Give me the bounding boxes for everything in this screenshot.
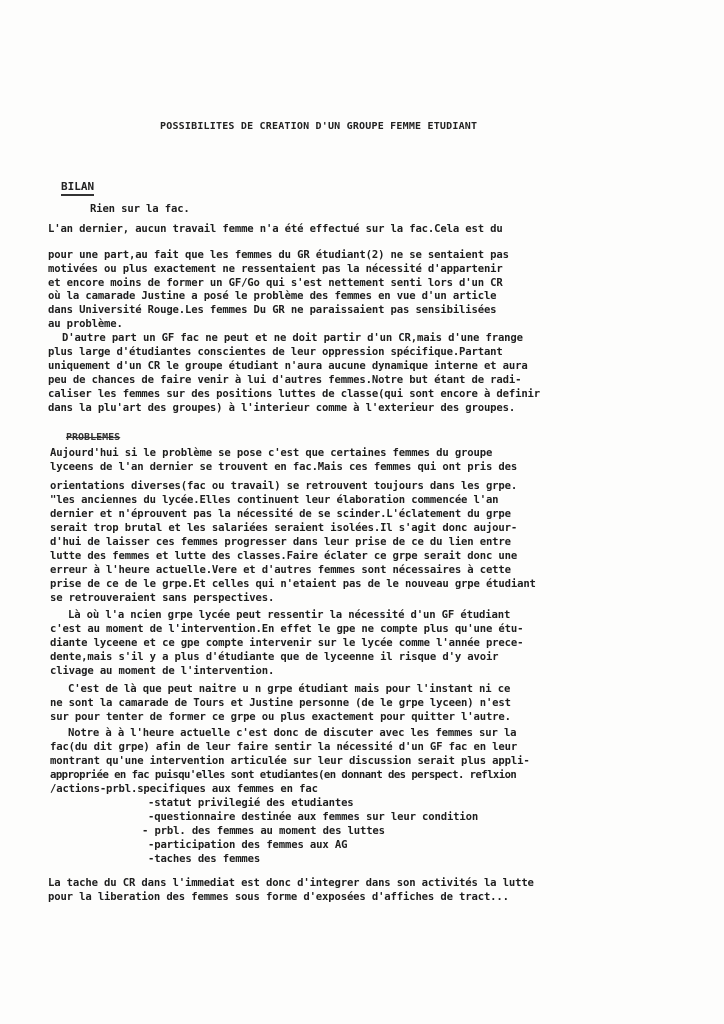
text-line: au problème. — [48, 318, 123, 330]
text-line: sur pour tenter de former ce grpe ou plus exactement pour quitter l'autre. — [50, 711, 511, 723]
text-line: d'hui de laisser ces femmes progresser dans leur prise de ce du lien entre — [50, 536, 511, 548]
text-line: pour une part,au fait que les femmes du GR étudiant(2) ne se sentaient pas — [48, 249, 509, 261]
text-line: erreur à l'heure actuelle.Vere et d'autres femmes sont nécessaires à cette — [50, 564, 511, 576]
text-line: Aujourd'hui si le problème se pose c'est que certaines femmes du groupe — [50, 447, 493, 459]
list-item: -taches des femmes — [148, 853, 261, 865]
text-line: "les anciennes du lycée.Elles continuent leur élaboration commencée l'an — [50, 494, 499, 506]
text-line: diante lyceene et ce gpe compte intervenir sur le lycée comme l'année prece- — [50, 637, 524, 649]
text-line: c'est au moment de l'intervention.En effet le gpe ne compte plus qu'une étu- — [50, 623, 524, 635]
text-line: /actions-prbl.specifiques aux femmes en fac — [50, 783, 318, 795]
text-line: plus large d'étudiantes conscientes de leur oppression spécifique.Partant — [48, 346, 503, 358]
text-line: Notre à à l'heure actuelle c'est donc de discuter avec les femmes sur la — [68, 727, 517, 739]
list-item: -questionnaire destinée aux femmes sur leur condition — [148, 811, 479, 823]
text-line: uniquement d'un CR le groupe étudiant n'aura aucune dynamique interne et aura — [48, 360, 528, 372]
text-line: et encore moins de former un GF/Go qui s'est nettement senti lors d'un CR — [48, 277, 503, 289]
text-line: Rien sur la fac. — [90, 203, 190, 215]
text-line: dernier et n'éprouvent pas la nécessité de se scinder.L'éclatement du grpe — [50, 508, 511, 520]
text-line: ne sont la camarade de Tours et Justine personne (de le grpe lyceen) n'est — [50, 697, 511, 709]
text-line: lutte des femmes et lutte des classes.Faire éclater ce grpe serait donc une — [50, 550, 518, 562]
text-line: motivées ou plus exactement ne ressentaient pas la nécessité d'appartenir — [48, 263, 503, 275]
list-item: -participation des femmes aux AG — [148, 839, 348, 851]
list-item: -statut privilegié des etudiantes — [148, 797, 354, 809]
text-line: orientations diverses(fac ou travail) se retrouvent toujours dans les grpe. — [50, 480, 518, 492]
text-line: C'est de là que peut naitre u n grpe étudiant mais pour l'instant ni ce — [68, 683, 511, 695]
text-line: D'autre part un GF fac ne peut et ne doit partir d'un CR,mais d'une frange — [62, 332, 523, 344]
text-line: dente,mais s'il y a plus d'étudiante que de lyceenne il risque d'y avoir — [50, 651, 499, 663]
text-line: L'an dernier, aucun travail femme n'a été effectué sur la fac.Cela est du — [48, 223, 503, 235]
heading-bilan: BILAN — [61, 180, 94, 196]
text-line: lyceens de l'an dernier se trouvent en fac.Mais ces femmes qui ont pris des — [50, 461, 518, 473]
text-line: fac(du dit grpe) afin de leur faire sentir la nécessité d'un GF fac en leur — [50, 741, 518, 753]
text-line: se retrouveraient sans perspectives. — [50, 592, 275, 604]
text-line: peu de chances de faire venir à lui d'autres femmes.Notre but étant de radi- — [48, 374, 522, 386]
text-line: appropriée en fac puisqu'elles sont etudiantes(en donnant des perspect. reflxion — [50, 769, 517, 781]
text-line: Là où l'a ncien grpe lycée peut ressentir la nécessité d'un GF étudiant — [68, 609, 511, 621]
text-line: caliser les femmes sur des positions luttes de classe(qui sont encore à definir — [48, 388, 541, 400]
text-line: montrant qu'une intervention articulée sur leur discussion serait plus appli- — [50, 755, 530, 767]
text-line: dans la plu'art des groupes) à l'interieur comme à l'exterieur des groupes. — [48, 402, 516, 414]
text-line: prise de ce de le grpe.Et celles qui n'etaient pas de le nouveau grpe étudiant — [50, 578, 536, 590]
text-line: clivage au moment de l'intervention. — [50, 665, 275, 677]
heading-problemes: PROBLEMES — [66, 432, 121, 443]
text-line: où la camarade Justine a posé le problème des femmes en vue d'un article — [48, 290, 497, 302]
text-line: La tache du CR dans l'immediat est donc d'integrer dans son activités la lutte — [48, 877, 534, 889]
document-title: POSSIBILITES DE CREATION D'UN GROUPE FEMME ETUDIANT — [160, 121, 478, 132]
list-item: - prbl. des femmes au moment des luttes — [142, 825, 385, 837]
text-line: pour la liberation des femmes sous forme d'exposées d'affiches de tract... — [48, 891, 509, 903]
text-line: dans Université Rouge.Les femmes Du GR ne paraissaient pas sensibilisées — [48, 304, 497, 316]
text-line: serait trop brutal et les salariées seraient isolées.Il s'agit donc aujour- — [50, 522, 518, 534]
